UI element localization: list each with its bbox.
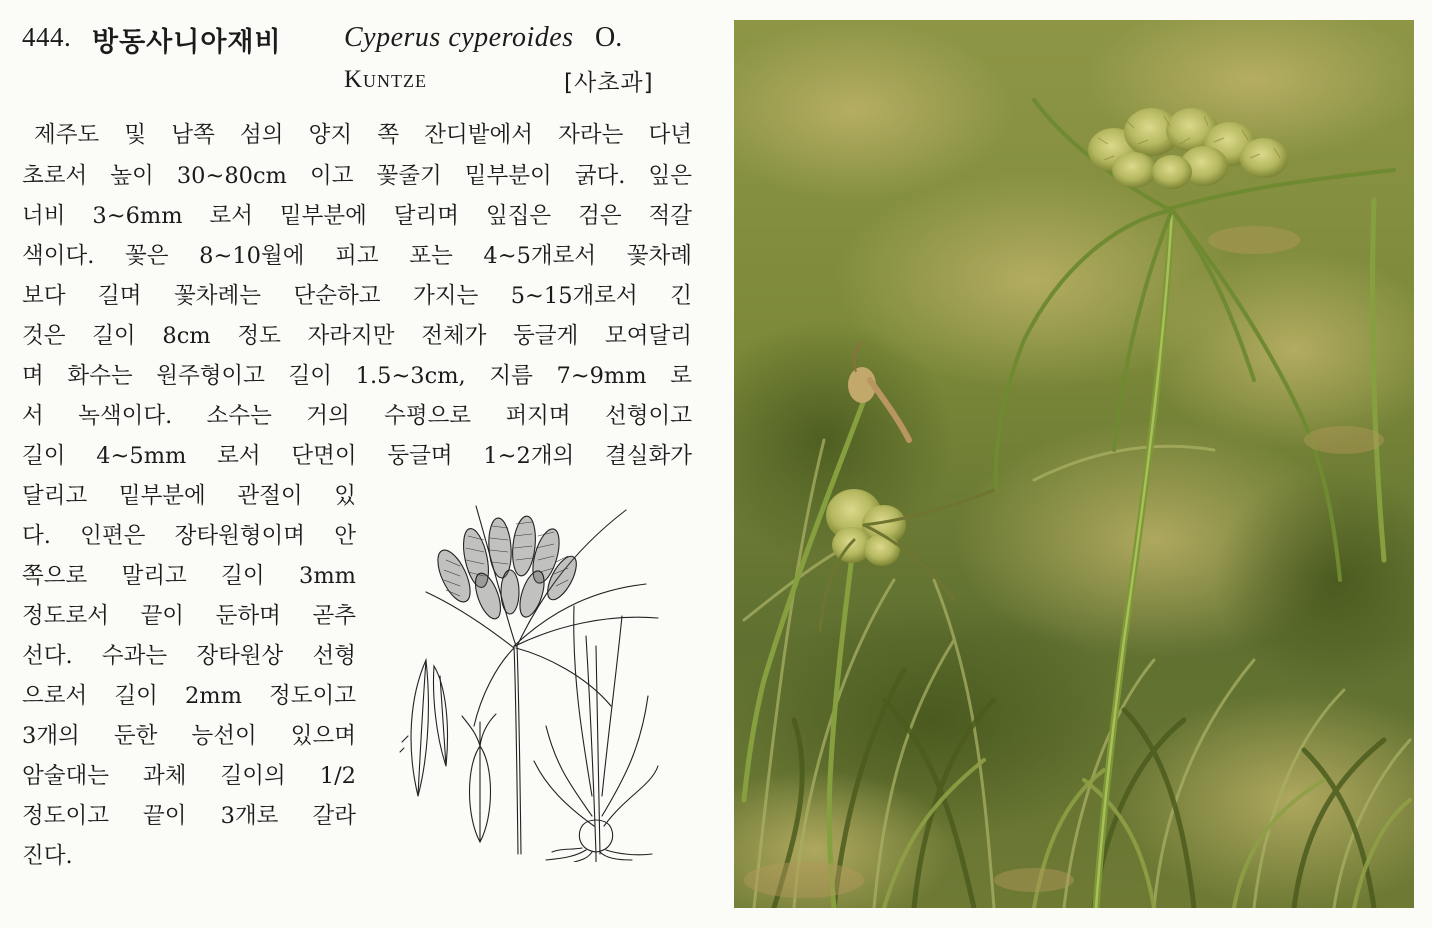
description-line: 선다. 수과는 장타원상 선형 bbox=[22, 643, 356, 669]
entry-header bbox=[22, 22, 702, 102]
description-line: 정도로서 끝이 둔하며 곧추 bbox=[22, 603, 356, 629]
author-initial: O. bbox=[595, 22, 623, 53]
description-line: 초로서 높이 30~80cm 이고 꽃줄기 밑부분이 굵다. 잎은 bbox=[22, 163, 692, 189]
description-line: 쪽으로 말리고 길이 3mm bbox=[22, 563, 356, 589]
korean-name: 방동사니아재비 bbox=[92, 27, 282, 58]
description-line: 색이다. 꽃은 8~10월에 피고 포는 4~5개로서 꽃차례 bbox=[22, 243, 692, 269]
description-line: 며 화수는 원주형이고 길이 1.5~3cm, 지름 7~9mm 로 bbox=[22, 363, 692, 389]
description-line: 너비 3~6mm 로서 밑부분에 달리며 잎집은 검은 적갈 bbox=[22, 203, 692, 229]
description-line: 3개의 둔한 능선이 있으며 bbox=[22, 723, 356, 749]
description-line: 보다 길며 꽃차례는 단순하고 가지는 5~15개로서 긴 bbox=[22, 283, 692, 309]
entry-number: 444. bbox=[22, 22, 72, 52]
description-line: 것은 길이 8cm 정도 자라지만 전체가 둥글게 모여달리 bbox=[22, 323, 692, 349]
description-line: 다. 인편은 장타원형이며 안 bbox=[22, 523, 356, 549]
description-line: 길이 4~5mm 로서 단면이 둥글며 1~2개의 결실화가 bbox=[22, 443, 692, 469]
description-line: 달리고 밑부분에 관절이 있 bbox=[22, 483, 356, 509]
description-line: 으로서 길이 2mm 정도이고 bbox=[22, 683, 356, 709]
botanical-illustration bbox=[396, 496, 664, 862]
author-name: Kuntze bbox=[344, 66, 428, 93]
family-name: [사초과] bbox=[564, 70, 654, 96]
description-line: 제주도 및 남쪽 섬의 양지 쪽 잔디밭에서 자라는 다년 bbox=[34, 122, 692, 148]
description-line: 암술대는 과체 길이의 1/2 bbox=[22, 763, 356, 789]
description-line: 서 녹색이다. 소수는 거의 수평으로 퍼지며 선형이고 bbox=[22, 403, 692, 429]
scientific-name: Cyperus cyperoides bbox=[344, 22, 574, 53]
plant-photograph bbox=[734, 20, 1414, 908]
description-line: 진다. bbox=[22, 843, 73, 869]
description-line: 정도이고 끝이 3개로 갈라 bbox=[22, 803, 356, 829]
